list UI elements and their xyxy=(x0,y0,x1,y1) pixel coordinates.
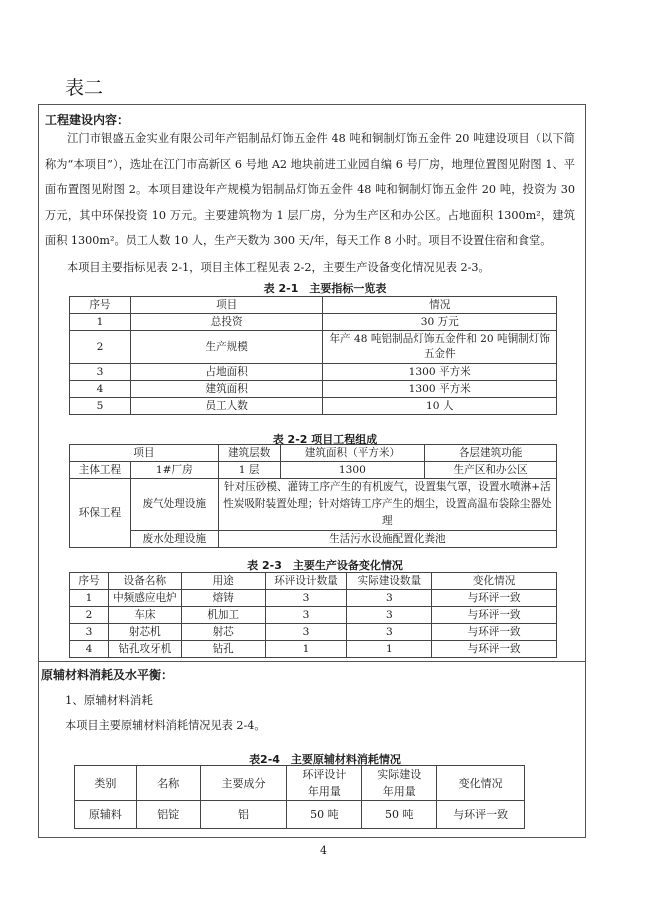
table-cell: 1#厂房 xyxy=(130,462,218,479)
table-cell: 与环评一致 xyxy=(432,624,557,641)
table-cell: 生产区和办公区 xyxy=(425,462,557,479)
table-cell: 废水处理设施 xyxy=(130,531,218,548)
table-cell: 生产规模 xyxy=(130,331,323,364)
table-cell: 1 xyxy=(265,641,347,658)
table-cell: 环保工程 xyxy=(70,479,131,548)
page-number: 4 xyxy=(320,844,327,857)
table-cell: 30 万元 xyxy=(323,314,557,331)
table-header: 环评设计年用量 xyxy=(287,766,362,801)
table-cell: 3 xyxy=(347,624,432,641)
construction-heading: 工程建设内容： xyxy=(45,113,130,127)
materials-subheading: 1、原辅材料消耗 xyxy=(65,693,153,707)
table-cell: 3 xyxy=(70,364,131,381)
table-cell: 年产 48 吨铝制品灯饰五金件和 20 吨铜制灯饰五金件 xyxy=(323,331,557,364)
table-cell: 1 xyxy=(347,641,432,658)
table-cell: 废气处理设施 xyxy=(130,479,218,531)
table-header: 项目 xyxy=(130,297,323,314)
table-cell: 5 xyxy=(70,398,131,415)
table-row xyxy=(70,381,557,398)
table-cell: 中频感应电炉 xyxy=(108,590,181,607)
table-header: 变化情况 xyxy=(432,573,557,590)
section-title: 表二 xyxy=(65,77,104,99)
table-reference-text: 本项目主要指标见表 2-1，项目主体工程见表 2-2，主要生产设备变化情况见表 2-3。 xyxy=(67,261,490,274)
table-cell: 2 xyxy=(70,331,131,364)
table-cell: 钻孔 xyxy=(181,641,265,658)
table-cell: 钻孔攻牙机 xyxy=(108,641,181,658)
table-cell: 3 xyxy=(70,624,109,641)
materials-paragraph: 本项目主要原辅材料消耗情况见表 2-4。 xyxy=(65,719,266,732)
table-cell: 与环评一致 xyxy=(432,607,557,624)
table-cell: 50 吨 xyxy=(287,801,362,829)
table-2-1 xyxy=(69,296,557,415)
table-cell: 1 层 xyxy=(218,462,280,479)
table-cell: 员工人数 xyxy=(130,398,323,415)
table-cell: 4 xyxy=(70,381,131,398)
table-row xyxy=(70,624,557,641)
table-cell: 建筑面积 xyxy=(130,381,323,398)
table-cell: 生活污水设施配置化粪池 xyxy=(218,531,556,548)
table-cell: 3 xyxy=(265,607,347,624)
table-cell: 3 xyxy=(265,590,347,607)
table-row xyxy=(70,331,557,364)
table-row xyxy=(70,364,557,381)
table-header: 用途 xyxy=(181,573,265,590)
table-cell: 1300 xyxy=(280,462,425,479)
table-cell: 车床 xyxy=(108,607,181,624)
table-header: 名称 xyxy=(136,766,200,801)
table-cell: 1 xyxy=(70,590,109,607)
table-cell: 2 xyxy=(70,607,109,624)
table-header: 实际建设年用量 xyxy=(362,766,437,801)
table-row xyxy=(70,462,557,479)
construction-paragraph-text: 江门市银盛五金实业有限公司年产铝制品灯饰五金件 48 吨和铜制灯饰五金件 20 吨建设项目（以下简称为“本项目”），选址在江门市高新区 6 号地 A2 地块前进工业园自编 6 号厂房，地理位置图见附图 1、平面布置图见附图 2。本项目建设年产规模为铝制品灯饰五金件 48 吨和铜制灯饰五金件 20 吨，投资为 30 万元，其中环保投资 10 万元。主要建筑物为 1 层厂房，分为生产区和办公区。占地面积 1300m²，建筑面积 1300m²。员工人数 10 人，生产天数为 300 天/年，每天工作 8 小时。项目不设置住宿和食堂。 xyxy=(45,132,575,248)
table-cell: 10 人 xyxy=(323,398,557,415)
construction-paragraph xyxy=(45,126,575,254)
table-2-2-caption: 表 2-2 项目工程组成 xyxy=(272,433,378,446)
table-cell: 3 xyxy=(347,607,432,624)
table-cell: 总投资 xyxy=(130,314,323,331)
table-cell: 1 xyxy=(70,314,131,331)
materials-heading: 原辅材料消耗及水平衡： xyxy=(41,668,174,682)
table-row xyxy=(70,531,557,548)
section-divider xyxy=(38,661,586,662)
table-row xyxy=(75,801,525,829)
table-cell: 1300 平方米 xyxy=(323,364,557,381)
table-row xyxy=(70,398,557,415)
table-cell: 主体工程 xyxy=(70,462,131,479)
table-header: 建筑层数 xyxy=(218,445,280,462)
table-cell: 50 吨 xyxy=(362,801,437,829)
table-header: 序号 xyxy=(70,297,131,314)
table-cell: 占地面积 xyxy=(130,364,323,381)
table-row xyxy=(70,314,557,331)
table-cell: 铝 xyxy=(200,801,287,829)
table-header: 环评设计数量 xyxy=(265,573,347,590)
table-cell: 铝锭 xyxy=(136,801,200,829)
table-cell: 3 xyxy=(347,590,432,607)
table-header: 情况 xyxy=(323,297,557,314)
table-header: 项目 xyxy=(70,445,219,462)
table-2-1-caption: 表 2-1 主要指标一览表 xyxy=(263,282,387,295)
table-cell: 1300 平方米 xyxy=(323,381,557,398)
table-header: 主要成分 xyxy=(200,766,287,801)
table-2-3 xyxy=(69,572,557,658)
table-cell: 原辅料 xyxy=(75,801,137,829)
table-row xyxy=(70,641,557,658)
table-header: 变化情况 xyxy=(437,766,525,801)
table-header: 各层建筑功能 xyxy=(425,445,557,462)
table-cell: 与环评一致 xyxy=(432,641,557,658)
table-cell: 针对压砂模、灌铸工序产生的有机废气，设置集气罩，设置水喷淋+活性炭吸附装置处理；针对熔铸工序产生的烟尘，设置高温布袋除尘器处理 xyxy=(218,479,556,531)
table-header: 类别 xyxy=(75,766,137,801)
table-cell: 射芯机 xyxy=(108,624,181,641)
table-2-2 xyxy=(69,444,557,548)
table-cell: 机加工 xyxy=(181,607,265,624)
table-cell: 3 xyxy=(265,624,347,641)
table-reference-paragraph xyxy=(45,255,575,281)
table-row xyxy=(70,590,557,607)
table-header: 建筑面积（平方米） xyxy=(280,445,425,462)
table-row xyxy=(70,479,557,531)
table-header: 设备名称 xyxy=(108,573,181,590)
table-2-4-caption: 表2-4 主要原辅材料消耗情况 xyxy=(249,753,401,766)
table-cell: 熔铸 xyxy=(181,590,265,607)
table-header: 序号 xyxy=(70,573,109,590)
table-cell: 与环评一致 xyxy=(437,801,525,829)
table-2-3-caption: 表 2-3 主要生产设备变化情况 xyxy=(247,559,403,572)
table-row xyxy=(70,607,557,624)
table-2-4 xyxy=(74,765,525,829)
table-cell: 4 xyxy=(70,641,109,658)
table-cell: 射芯 xyxy=(181,624,265,641)
table-header: 实际建设数量 xyxy=(347,573,432,590)
table-cell: 与环评一致 xyxy=(432,590,557,607)
